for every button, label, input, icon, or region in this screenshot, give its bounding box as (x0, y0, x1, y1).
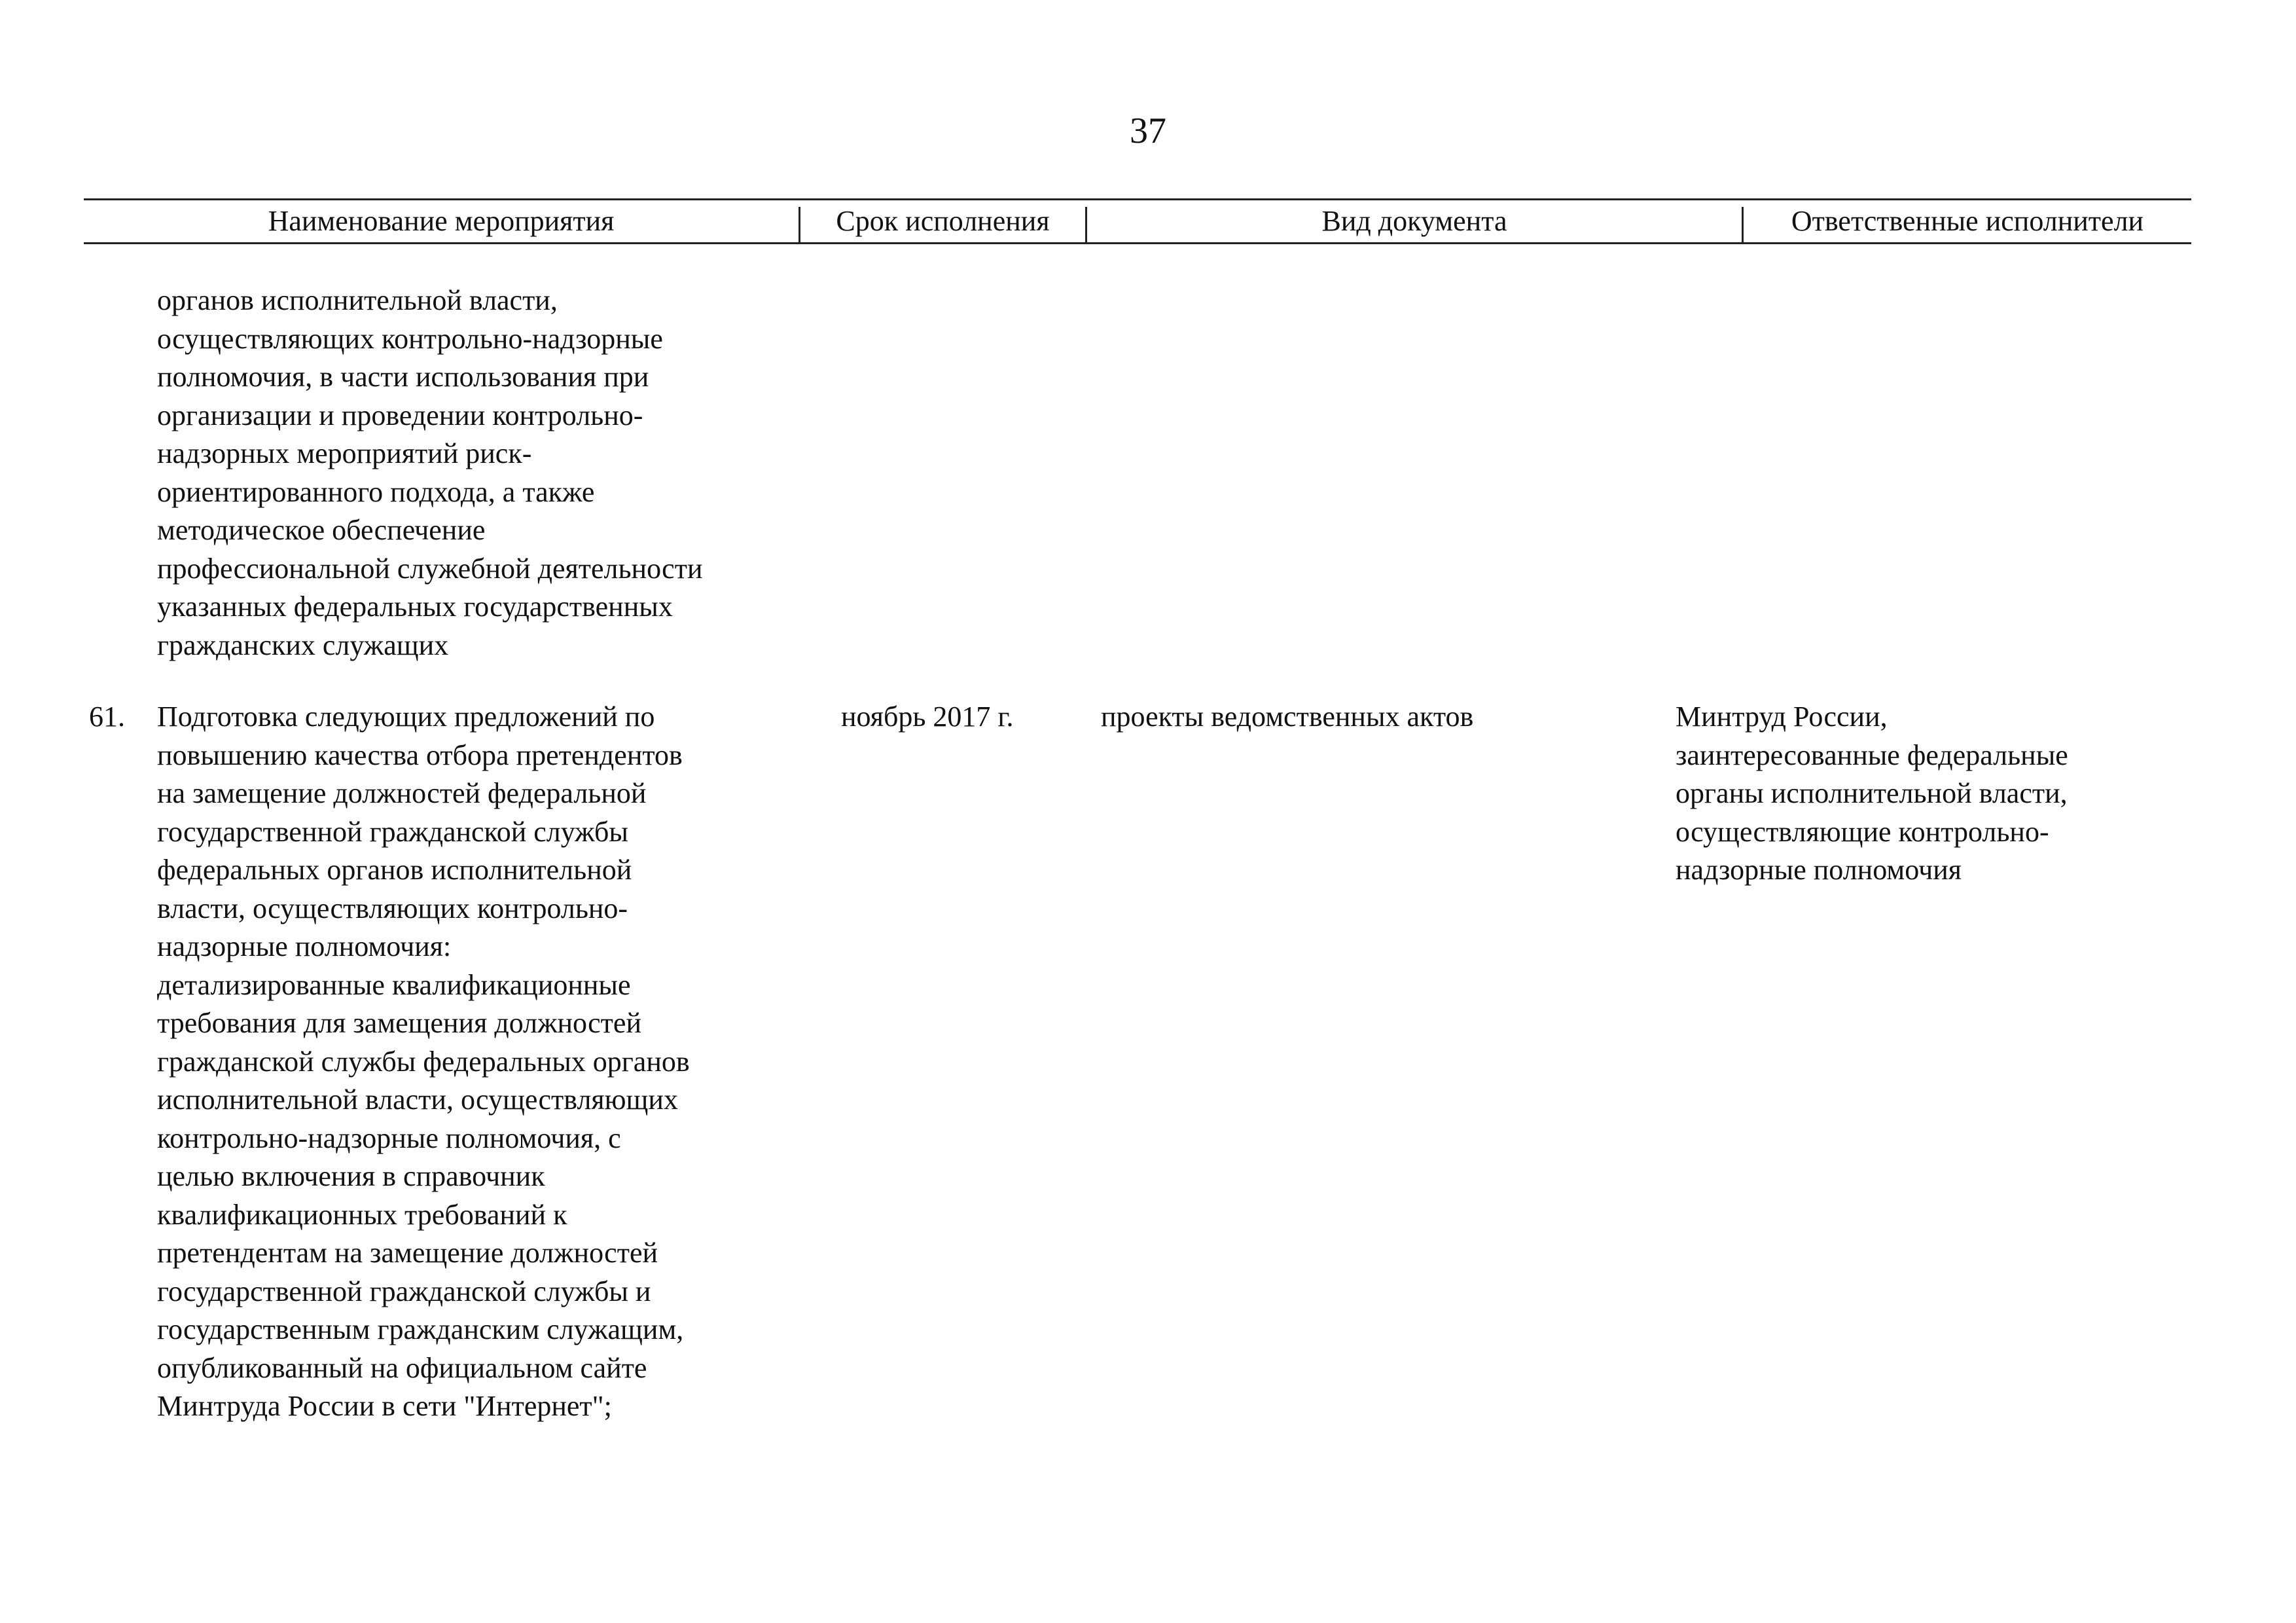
text-line: гражданской службы федеральных органов (157, 1045, 690, 1078)
text-line: исполнительной власти, осуществляющих (157, 1084, 678, 1116)
text-line: профессиональной служебной деятельности (157, 552, 703, 585)
page-number: 37 (1130, 111, 1166, 151)
text-line: надзорные полномочия (1676, 854, 1962, 886)
item-name (157, 698, 690, 1426)
text-line: ориентированного подхода, а также (157, 475, 595, 508)
text-line: методическое обеспечение (157, 514, 486, 546)
continuation-text (157, 282, 703, 665)
text-line: государственной гражданской службы (157, 815, 628, 848)
text-line: органов исполнительной власти, (157, 284, 558, 316)
text-line: контрольно-надзорные полномочия, с (157, 1122, 621, 1154)
text-line: требования для замещения должностей (157, 1007, 641, 1039)
column-header-deadline: Срок исполнения (836, 205, 1050, 237)
text-line: заинтересованные федеральные (1676, 739, 2068, 771)
text-line: претендентам на замещение должностей (157, 1237, 658, 1269)
text-line: государственной гражданской службы и (157, 1275, 651, 1307)
text-line: организации и проведении контрольно- (157, 399, 643, 431)
text-line: власти, осуществляющих контрольно- (157, 892, 628, 924)
text-line: полномочия, в части использования при (157, 361, 649, 393)
text-line: детализированные квалификационные (157, 968, 631, 1001)
text-line: осуществляющие контрольно- (1676, 815, 2049, 848)
text-line: опубликованный на официальном сайте (157, 1351, 647, 1384)
item-number: 61. (89, 701, 125, 733)
text-line: повышению качества отбора претендентов (157, 739, 683, 771)
text-line: гражданских служащих (157, 629, 449, 661)
text-line: целью включения в справочник (157, 1160, 545, 1192)
text-line: надзорных мероприятий риск- (157, 437, 532, 469)
text-line: Минтруда России в сети "Интернет"; (157, 1390, 612, 1422)
text-line: федеральных органов исполнительной (157, 854, 632, 886)
text-line: указанных федеральных государственных (157, 591, 673, 623)
column-header-name: Наименование мероприятия (268, 205, 615, 237)
column-header-document-type: Вид документа (1321, 205, 1507, 237)
text-line: квалификационных требований к (157, 1198, 567, 1231)
text-line: надзорные полномочия: (157, 930, 452, 962)
item-deadline: ноябрь 2017 г. (841, 701, 1014, 733)
text-line: органы исполнительной власти, (1676, 777, 2068, 809)
text-line: Подготовка следующих предложений по (157, 701, 655, 733)
text-line: государственным гражданским служащим, (157, 1313, 684, 1345)
item-document-type: проекты ведомственных актов (1101, 701, 1474, 733)
item-responsible (1676, 698, 2068, 890)
text-line: на замещение должностей федеральной (157, 777, 647, 809)
column-header-responsible: Ответственные исполнители (1791, 205, 2144, 237)
text-line: осуществляющих контрольно-надзорные (157, 322, 663, 355)
table-header (84, 198, 2191, 244)
text-line: Минтруд России, (1676, 701, 1888, 733)
